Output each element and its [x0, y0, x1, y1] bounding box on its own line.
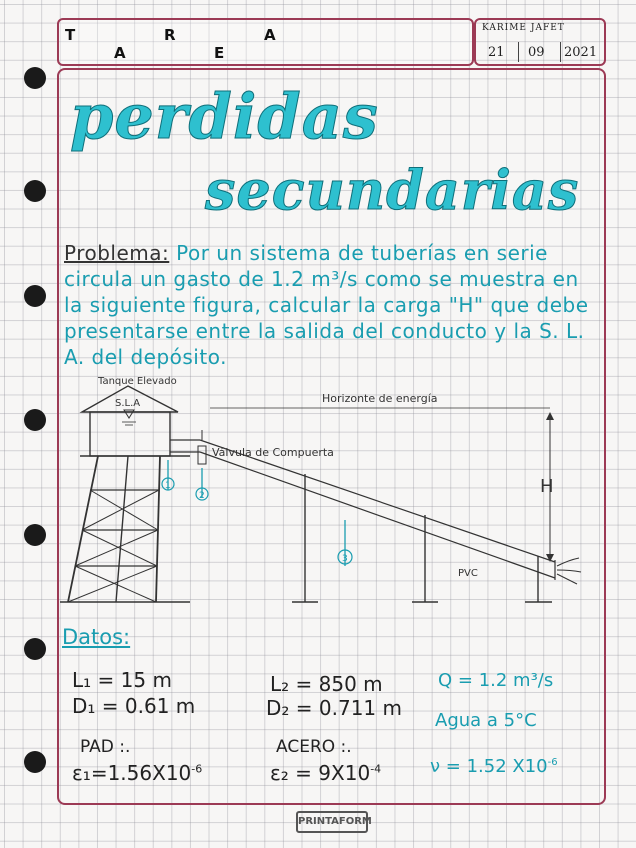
- sla-label: S.L.A: [115, 398, 141, 409]
- water-temperature: Agua a 5°C: [435, 710, 537, 731]
- date-day: 21: [488, 45, 505, 60]
- binder-hole: [24, 638, 46, 660]
- name-date-box: [474, 18, 606, 66]
- binder-hole: [24, 524, 46, 546]
- binder-hole: [24, 180, 46, 202]
- datos-title: Datos:: [62, 625, 131, 649]
- title-letter: A: [114, 44, 126, 62]
- tank-body: [90, 412, 170, 456]
- material-2-label: ACERO :.: [276, 737, 352, 757]
- kinematic-viscosity: [430, 756, 558, 777]
- pipe-edge: [200, 452, 555, 578]
- problem-statement: [64, 240, 594, 370]
- section-3-number: 3: [342, 554, 348, 564]
- title-letter: E: [214, 44, 225, 62]
- date-year: 2021: [564, 45, 598, 60]
- student-name: KARIME JAFET: [482, 23, 565, 33]
- length-1: L₁ = 15 m: [72, 668, 172, 692]
- energy-line-label: Horizonte de energía: [322, 392, 438, 405]
- section-1-number: 1: [165, 481, 171, 491]
- material-1-label: PAD :.: [80, 737, 131, 757]
- title-line-1: perdidas: [70, 80, 379, 153]
- section-2-number: 2: [199, 491, 205, 501]
- roughness-2: [270, 761, 381, 785]
- title-letter: A: [264, 26, 276, 44]
- flow-rate: Q = 1.2 m³/s: [438, 670, 554, 691]
- binder-hole: [24, 751, 46, 773]
- title-line-2: secundarias: [205, 158, 580, 222]
- title-header-box: [57, 18, 474, 66]
- binder-hole: [24, 285, 46, 307]
- water-jet-icon: [557, 558, 581, 584]
- water-level-icon: [124, 410, 134, 418]
- problem-label: Problema:: [64, 241, 170, 265]
- roughness-2-exponent: -4: [370, 762, 382, 776]
- title-letter: R: [164, 26, 176, 44]
- length-2: L₂ = 850 m: [270, 672, 383, 696]
- valve-icon: [198, 446, 206, 464]
- binder-hole: [24, 67, 46, 89]
- pipe-system-diagram: [60, 370, 600, 610]
- problem-text: Por un sistema de tuberías en serie circula un gasto de 1.2 m³/s como se muestra en la siguiente figura, calcular la carga "H" que debe presentarse entre la salida del conducto y la S. L. A. del depósito.: [64, 241, 589, 369]
- pvc-label: PVC: [458, 568, 478, 579]
- roughness-1-exponent: -6: [191, 762, 203, 776]
- tank-label: Tanque Elevado: [98, 376, 177, 387]
- roughness-2-base: ε₂ = 9X10: [270, 761, 371, 785]
- brand-logo: PRINTAFORM: [296, 811, 368, 833]
- date-month: 09: [528, 45, 545, 60]
- title-letter: T: [65, 26, 76, 44]
- valve-label: Válvula de Compuerta: [212, 446, 334, 459]
- roughness-1-base: ε₁=1.56X10: [72, 761, 192, 785]
- viscosity-base: ν = 1.52 X10: [430, 756, 548, 777]
- diameter-2: D₂ = 0.711 m: [266, 696, 402, 720]
- binder-hole: [24, 409, 46, 431]
- viscosity-exponent: -6: [547, 757, 558, 768]
- arrow-up-icon: [546, 412, 554, 420]
- diameter-1: D₁ = 0.61 m: [72, 694, 196, 718]
- h-label: H: [540, 476, 554, 497]
- roughness-1: [72, 761, 202, 785]
- date-divider: [518, 42, 519, 62]
- date-divider: [560, 42, 561, 62]
